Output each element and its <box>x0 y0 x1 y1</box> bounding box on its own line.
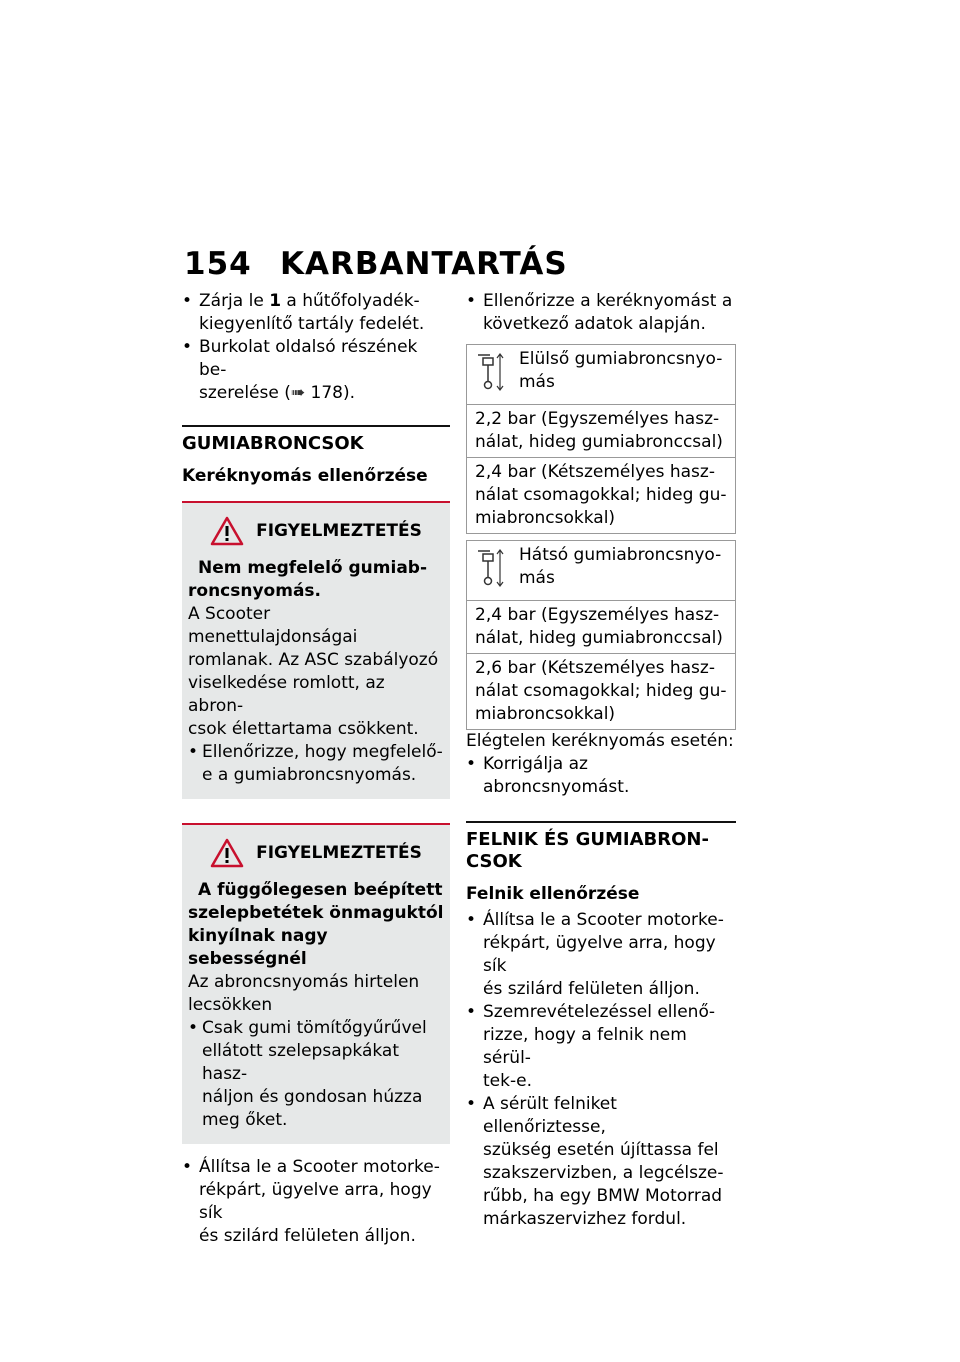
text: nálat csomagokkal; hideg gu- <box>475 485 727 505</box>
warning-heading <box>188 557 444 603</box>
list-item <box>466 753 736 799</box>
text: Állítsa le a Scooter motorke- <box>199 1157 440 1177</box>
low-pressure-label: Elégtelen keréknyomás esetén: <box>466 731 734 751</box>
text: szakszervizben, a legcélsze- <box>483 1163 724 1183</box>
warning-title <box>188 835 444 871</box>
warning-box <box>182 823 450 1144</box>
text: rűbb, ha egy BMW Motorrad <box>483 1186 723 1206</box>
text: 2,2 bar (Egyszemélyes hasz- <box>475 409 720 429</box>
text: A függőlegesen beépített <box>198 880 443 900</box>
text: meg őket. <box>202 1110 288 1130</box>
text: viselkedése romlott, az abron- <box>188 673 385 716</box>
text: Burkolat oldalsó részének be- <box>199 337 418 380</box>
warning-text <box>188 603 444 741</box>
text: Elülső gumiabroncsnyo- <box>519 349 723 369</box>
list-item <box>466 1001 736 1093</box>
list-item <box>182 336 450 405</box>
text: és szilárd felületen álljon. <box>199 1226 416 1246</box>
chapter-title: KARBANTARTÁS <box>280 246 568 282</box>
warning-title-text: FIGYELMEZTETÉS <box>256 521 422 541</box>
text: ellátott szelepsapkákat hasz- <box>202 1041 399 1084</box>
left-column <box>182 290 450 1248</box>
warning-triangle-icon <box>210 838 244 868</box>
list-item <box>182 1156 450 1248</box>
text: más <box>519 568 555 588</box>
text: Nem megfelelő gumiab- <box>198 558 428 578</box>
text: roncsnyomás. <box>188 581 321 601</box>
text: szerelése ( <box>199 383 291 403</box>
text: más <box>519 372 555 392</box>
table-row <box>467 653 735 729</box>
list-item <box>182 290 450 336</box>
list-item <box>466 290 736 336</box>
reference-number: 1 <box>269 291 282 311</box>
table-row <box>467 457 735 533</box>
page-number: 154 <box>184 246 252 282</box>
text: Csak gumi tömítőgyűrűvel <box>202 1018 427 1038</box>
text: nálat csomagokkal; hideg gu- <box>475 681 727 701</box>
front-tyre-pressure-table <box>466 344 736 534</box>
tyre-pressure-icon <box>475 548 505 588</box>
text: következő adatok alapján. <box>483 314 706 334</box>
subsection-title: Keréknyomás ellenőrzése <box>182 466 428 486</box>
text: csok élettartama csökkent. <box>188 719 419 739</box>
text: miabroncsokkal) <box>475 704 616 724</box>
warning-triangle-icon <box>210 516 244 546</box>
text: miabroncsokkal) <box>475 508 616 528</box>
text: a hűtőfolyadék- <box>281 291 420 311</box>
warning-text <box>188 971 444 1017</box>
warning-box <box>182 501 450 799</box>
text: szelepbetétek önmaguktól <box>188 903 444 923</box>
right-column <box>466 290 736 1231</box>
subsection-title: Felnik ellenőrzése <box>466 884 640 904</box>
table-row <box>467 404 735 457</box>
table-row <box>467 600 735 653</box>
warning-title <box>188 513 444 549</box>
list-item <box>188 1017 444 1132</box>
text: FELNIK ÉS GUMIABRON- <box>466 829 709 850</box>
text: 2,6 bar (Kétszemélyes hasz- <box>475 658 715 678</box>
list-item <box>466 1093 736 1231</box>
table-header <box>467 541 735 600</box>
text: náljon és gondosan húzza <box>202 1087 423 1107</box>
text: A Scooter menettulajdonságai <box>188 604 358 647</box>
text: nálat, hideg gumiabronccsal) <box>475 432 723 452</box>
rear-tyre-pressure-table <box>466 540 736 730</box>
tyre-pressure-icon <box>475 352 505 392</box>
list-item <box>466 909 736 1001</box>
text: kinyílnak nagy sebességnél <box>188 926 328 969</box>
section-title <box>466 821 736 873</box>
text: kiegyenlítő tartály fedelét. <box>199 314 425 334</box>
text: Állítsa le a Scooter motorke- <box>483 910 724 930</box>
text: A sérült felniket ellenőriztesse, <box>483 1094 617 1137</box>
text: Ellenőrizze, hogy megfelelő- <box>202 742 443 762</box>
text: Szemrevételezéssel ellenő- <box>483 1002 715 1022</box>
text: Ellenőrizze a keréknyomást a <box>483 291 733 311</box>
warning-title-text: FIGYELMEZTETÉS <box>256 843 422 863</box>
text: szükség esetén újíttassa fel <box>483 1140 719 1160</box>
text: tek-e. <box>483 1071 532 1091</box>
text: és szilárd felületen álljon. <box>483 979 700 999</box>
text: Hátsó gumiabroncsnyo- <box>519 545 722 565</box>
text: rékpárt, ügyelve arra, hogy sík <box>199 1180 432 1223</box>
text: Zárja le <box>199 291 270 311</box>
section-title: GUMIABRONCSOK <box>182 425 450 455</box>
text: 2,4 bar (Kétszemélyes hasz- <box>475 462 715 482</box>
page-reference-link[interactable]: 178). <box>305 383 355 403</box>
text: e a gumiabroncsnyomás. <box>202 765 417 785</box>
page-reference-arrow-icon[interactable]: ➠ <box>290 383 306 403</box>
page-header <box>184 246 568 282</box>
text: rékpárt, ügyelve arra, hogy sík <box>483 933 716 976</box>
text: Az abroncsnyomás hirtelen <box>188 972 420 992</box>
text: márkaszervizhez fordul. <box>483 1209 687 1229</box>
warning-heading <box>188 879 444 971</box>
text: Korrigálja az abroncsnyomást. <box>483 754 630 797</box>
text: romlanak. Az ASC szabályozó <box>188 650 439 670</box>
text: CSOK <box>466 851 522 872</box>
text: 2,4 bar (Egyszemélyes hasz- <box>475 605 720 625</box>
text: nálat, hideg gumiabronccsal) <box>475 628 723 648</box>
list-item <box>188 741 444 787</box>
text: rizze, hogy a felnik nem sérül- <box>483 1025 687 1068</box>
table-header <box>467 345 735 404</box>
text: lecsökken <box>188 995 273 1015</box>
